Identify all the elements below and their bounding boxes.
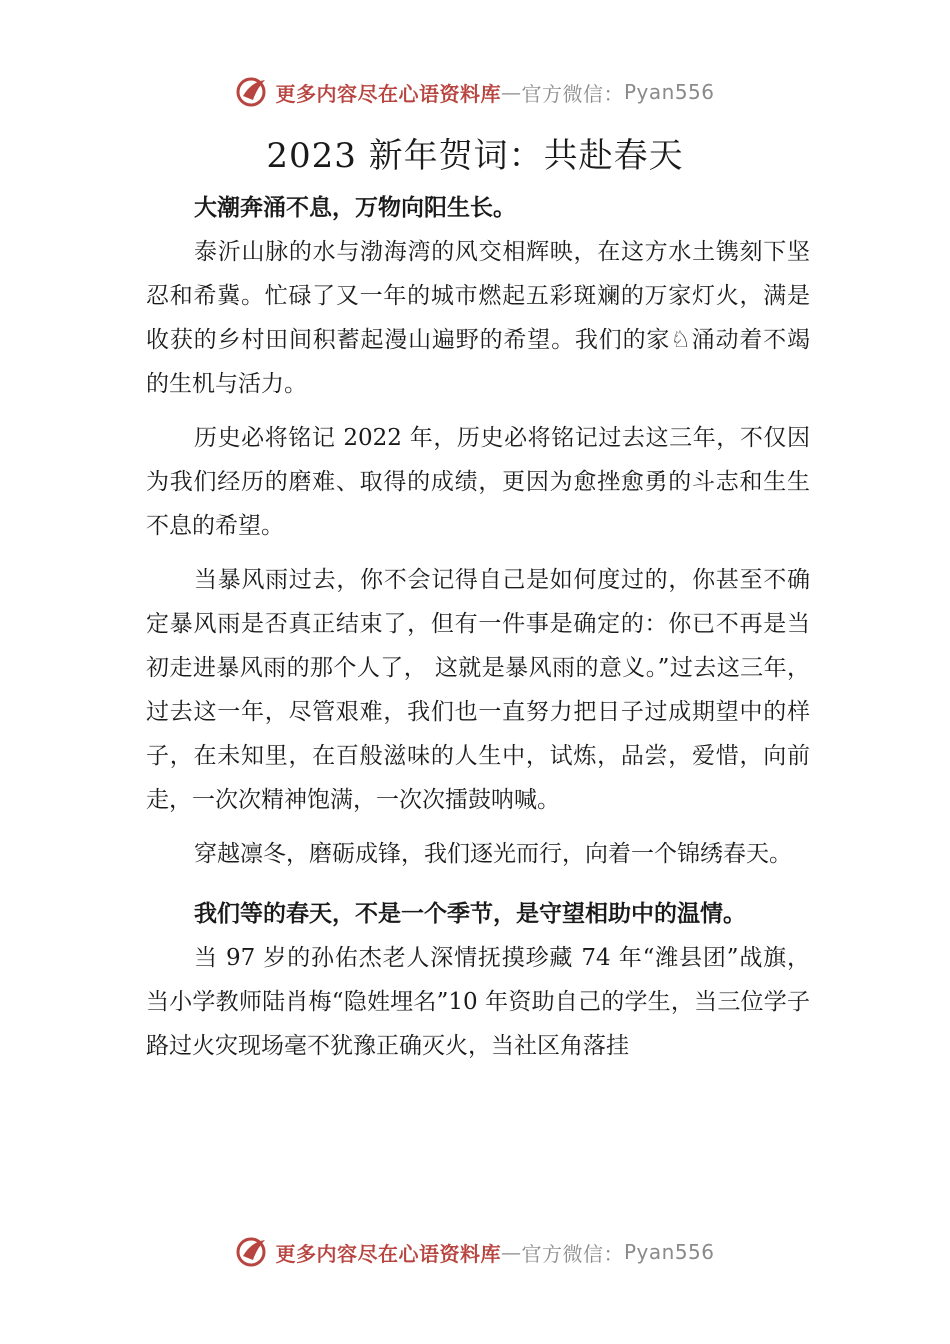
paragraph-3: 当暴风雨过去，你不会记得自己是如何度过的，你甚至不确定暴风雨是否真正结束了，但有一件事是确定的：你已不再是当初走进暴风雨的那个人了， 这就是暴风雨的意义。”过去这三年，过去这一年，尽管艰难，我们也一直努力把日子过成期望中的样子，在未知里，在百般滋味的人生中，试炼，品尝，爱惜，向前走，一次次精神饱满，一次次擂鼓呐喊。	[146, 567, 810, 813]
header-watermark	[0, 72, 950, 112]
watermark-wechat-id: Pyan556	[623, 80, 715, 104]
document-body	[146, 186, 810, 1068]
brand-logo-icon	[235, 1234, 271, 1270]
paragraph-5: 当 97 岁的孙佑杰老人深情抚摸珍藏 74 年“潍县团”战旗，当小学教师陆肖梅“隐姓埋名”10 年资助自己的学生，当三位学子路过火灾现场毫不犹豫正确灭火，当社区角落挂	[146, 945, 810, 1059]
document-title: 2023 新年贺词：共赴春天	[266, 136, 684, 176]
watermark-main-text: 更多内容尽在心语资料库	[275, 1241, 501, 1266]
footer-watermark	[0, 1232, 950, 1272]
watermark-label: 官方微信：	[521, 1241, 624, 1266]
watermark-dash: —	[500, 80, 522, 104]
watermark-main-text: 更多内容尽在心语资料库	[275, 81, 501, 106]
watermark-label: 官方微信：	[521, 81, 624, 106]
paragraph-1: 泰沂山脉的水与渤海湾的风交相辉映，在这方水土镌刻下坚忍和希冀。忙碌了又一年的城市燃起五彩斑斓的万家灯火，满是收获的乡村田间积蓄起漫山遍野的希望。我们的家♘涌动着不竭的生机与活力。	[146, 239, 810, 397]
paragraph-4: 穿越凛冬，磨砺成锋，我们逐光而行，向着一个锦绣春天。	[194, 841, 792, 867]
watermark-dash: —	[500, 1240, 522, 1264]
section-heading-1: 大潮奔涌不息，万物向阳生长。	[194, 195, 516, 221]
paragraph-2: 历史必将铭记 2022 年，历史必将铭记过去这三年，不仅因为我们经历的磨难、取得的成绩，更因为愈挫愈勇的斗志和生生不息的希望。	[146, 425, 810, 539]
watermark-wechat-id: Pyan556	[623, 1240, 715, 1264]
section-heading-2: 我们等的春天，不是一个季节，是守望相助中的温情。	[194, 901, 746, 927]
brand-logo-icon	[235, 74, 271, 110]
